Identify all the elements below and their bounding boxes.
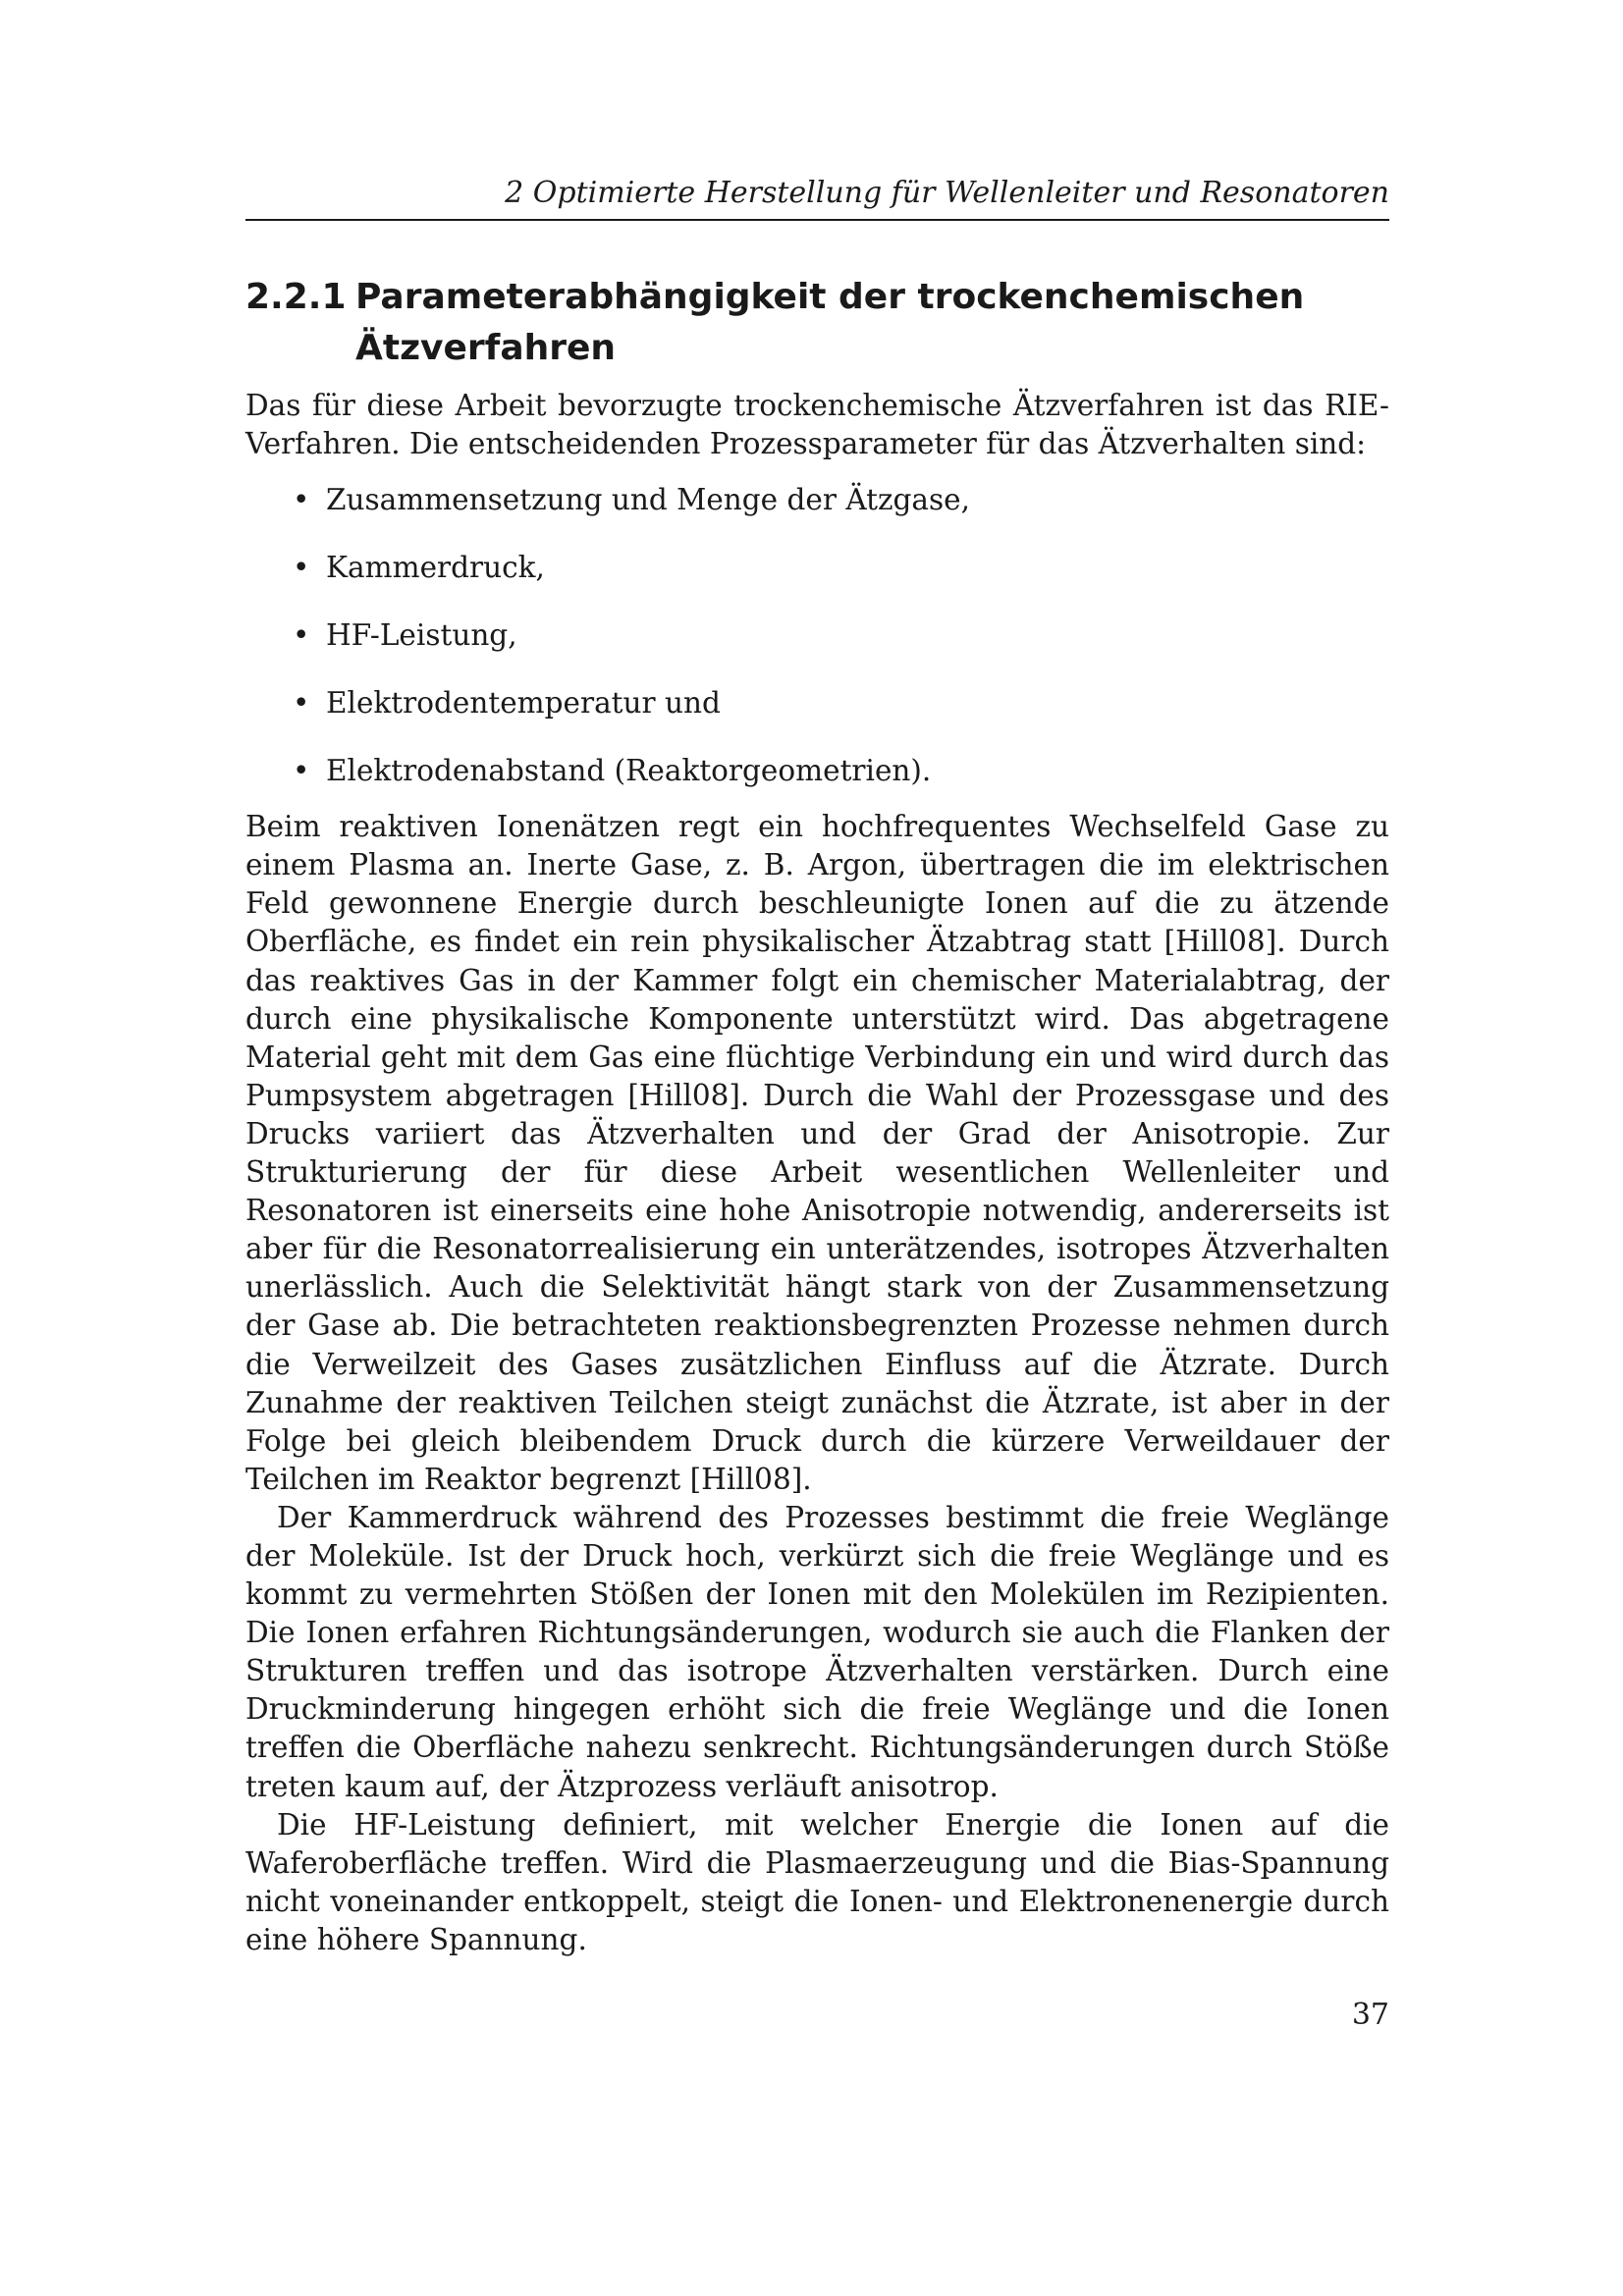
section-number: 2.2.1 [245, 277, 347, 317]
bullet-icon: • [293, 754, 310, 788]
page-number: 37 [1351, 1998, 1389, 2032]
document-page [245, 0, 1389, 2296]
paragraph-rie: Beim reaktiven Ionenätzen regt ein hochfrequentes Wechselfeld Gase zu einem Plasma an. Inerte Gase, z. B. Argon, übertragen die im elektrischen Feld gewonnene Energie durch beschleunigte Ionen auf die zu ätzende Oberfläche, es findet ein rein physikalischer Ätzabtrag statt [Hill08]. Durch das reaktives Gas in der Kammer folgt ein chemischer Materialabtrag, der durch eine physikalische Komponente unterstützt wird. Das abgetragene Material geht mit dem Gas eine flüchtige Verbindung ein und wird durch das Pumpsystem abgetragen [Hill08]. Durch die Wahl der Prozessgase und des Drucks variiert das Ätzverhalten und der Grad der Anisotropie. Zur Strukturierung der für diese Arbeit wesentlichen Wellenleiter und Resonatoren ist einerseits eine hohe Anisotropie notwendig, andererseits ist aber für die Resonatorrealisierung ein unterätzendes, isotropes Ätzverhalten unerlässlich. Auch die Selektivität hängt stark von der Zusammensetzung der Gase ab. Die betrachteten reaktionsbegrenzten Prozesse nehmen durch die Verweilzeit des Gases zusätzlichen Einfluss auf die Ätzrate. Durch Zunahme der reaktiven Teilchen steigt zunächst die Ätzrate, ist aber in der Folge bei gleich bleibendem Druck durch die kürzere Verweildauer der Teilchen im Reaktor begrenzt [Hill08]. [245, 810, 1389, 1496]
list-item: • Elektrodentemperatur und [245, 684, 1389, 722]
parameter-list [245, 481, 1389, 790]
section-heading [245, 272, 1389, 374]
bullet-icon: • [293, 686, 310, 721]
section-title-line1: Parameterabhängigkeit der trockenchemischen [355, 277, 1305, 317]
list-item: • Kammerdruck, [245, 549, 1389, 587]
bullet-icon: • [293, 618, 310, 653]
section-title-line2: Ätzverfahren [355, 328, 617, 368]
paragraph-kammerdruck: Der Kammerdruck während des Prozesses bestimmt die freie Weglänge der Moleküle. Ist der Druck hoch, verkürzt sich die freie Weglänge und es kommt zu vermehrten Stößen der Ionen mit den Molekülen im Rezipienten. Die Ionen erfahren Richtungsänderungen, wodurch sie auch die Flanken der Strukturen treffen und das isotrope Ätzverhalten verstärken. Durch eine Druckminderung hingegen erhöht sich die freie Weglänge und die Ionen treffen die Oberfläche nahezu senkrecht. Richtungsänderungen durch Stöße treten kaum auf, der Ätzprozess verläuft anisotrop. [245, 1500, 1389, 1803]
bullet-icon: • [293, 551, 310, 585]
bullet-icon: • [293, 483, 310, 517]
list-item: • HF-Leistung, [245, 616, 1389, 655]
intro-paragraph: Das für diese Arbeit bevorzugte trockenchemische Ätzverfahren ist das RIE-Verfahren. Die entscheidenden Prozessparameter für das Ätzverhalten sind: [245, 389, 1389, 461]
running-header: 2 Optimierte Herstellung für Wellenleiter und Resonatoren [245, 175, 1389, 221]
list-item: • Elektrodenabstand (Reaktorgeometrien). [245, 752, 1389, 790]
body-text [245, 387, 1389, 1959]
paragraph-hf-leistung: Die HF-Leistung definiert, mit welcher Energie die Ionen auf die Waferoberfläche treffen. Wird die Plasmaerzeugung und die Bias-Spannung nicht voneinander entkoppelt, steigt die Ionen- und Elektronenenergie durch eine höhere Spannung. [245, 1807, 1389, 1956]
list-item: • Zusammensetzung und Menge der Ätzgase, [245, 481, 1389, 519]
